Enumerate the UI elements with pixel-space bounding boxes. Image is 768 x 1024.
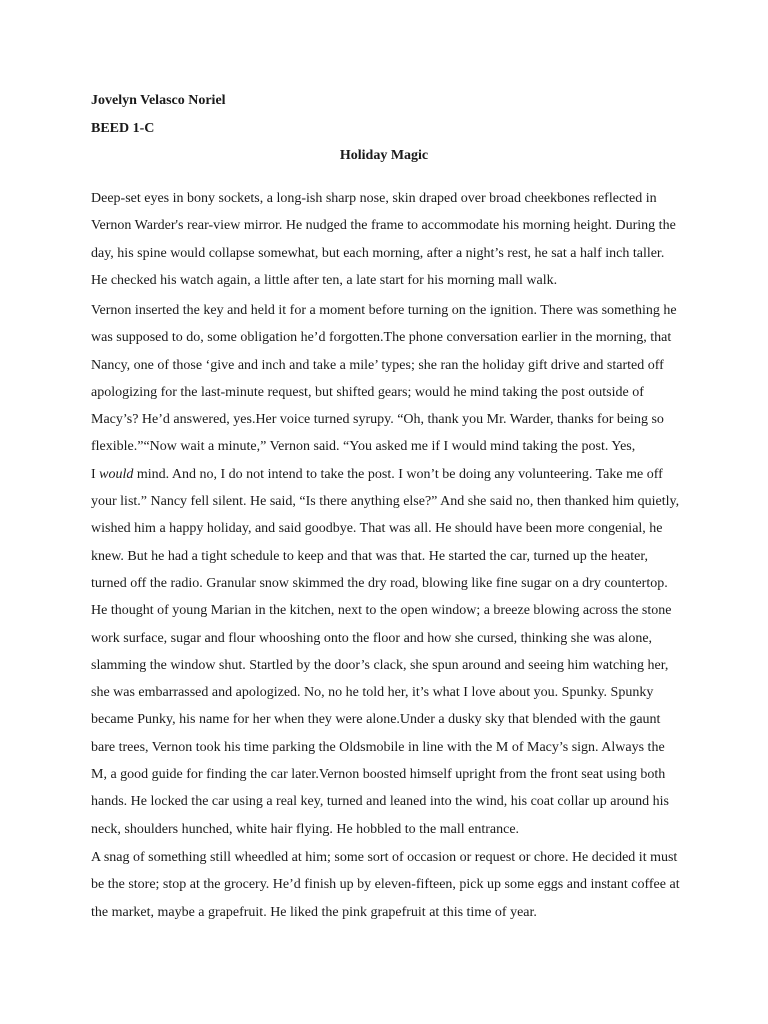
paragraph-line: Vernon inserted the key and held it for a moment before turning on the ignition. There was something he — [91, 303, 677, 318]
paragraph-line: neck, shoulders hunched, white hair flying. He hobbled to the mall entrance. — [91, 821, 520, 837]
paragraph-line: she was embarrassed and apologized. No, no he told her, it’s what I love about you. Spunky. Spunky — [91, 685, 654, 701]
course-section: BEED 1-C — [91, 121, 155, 136]
paragraph-line: was supposed to do, some obligation he’d forgotten.The phone conversation earlier in the morning, that — [91, 330, 672, 346]
paragraph-line: Vernon Warder's rear-view mirror. He nudged the frame to accommodate his morning height. During the — [91, 218, 676, 234]
paragraph-line: A snag of something still wheedled at him; some sort of occasion or request or chore. He decided it must — [91, 850, 678, 865]
paragraph-line: slamming the window shut. Startled by the door’s clack, she spun around and seeing him watching her, — [91, 657, 669, 673]
paragraph-line: day, his spine would collapse somewhat, but each morning, after a night’s rest, he sat a half inch taller. — [91, 245, 665, 261]
line-text-after: mind. And no, I do not intend to take the post. I won’t be doing any volunteering. Take me off — [133, 466, 663, 482]
paragraph-line: M, a good guide for finding the car later.Vernon boosted himself upright from the front seat using both — [91, 767, 666, 783]
paragraph-line: the market, maybe a grapefruit. He liked the pink grapefruit at this time of year. — [91, 904, 537, 920]
paragraph-line: wished him a happy holiday, and said goodbye. That was all. He should have been more congenial, he — [91, 521, 663, 537]
paragraph-line: be the store; stop at the grocery. He’d finish up by eleven-fifteen, pick up some eggs and instant coffee at — [91, 877, 680, 893]
paragraph-1 — [91, 185, 681, 294]
paragraph-line: He checked his watch again, a little after ten, a late start for his morning mall walk. — [91, 272, 558, 288]
paragraph-3 — [91, 844, 681, 926]
paragraph-line — [91, 461, 681, 488]
paragraph-line: apologizing for the last-minute request, but shifted gears; would he mind taking the post outside of — [91, 384, 644, 400]
italic-word: would — [99, 466, 134, 482]
author-name: Jovelyn Velasco Noriel — [91, 93, 226, 108]
paragraph-line: Deep-set eyes in bony sockets, a long-ish sharp nose, skin draped over broad cheekbones reflected in — [91, 191, 657, 206]
paragraph-line: your list.” Nancy fell silent. He said, “Is there anything else?” And she said no, then thanked him quietly, — [91, 494, 680, 510]
paragraph-line: flexible.”“Now wait a minute,” Vernon said. “You asked me if I would mind taking the post. Yes, — [91, 439, 636, 455]
document-title: Holiday Magic — [339, 148, 429, 163]
line-text-before: I — [91, 466, 100, 482]
paragraph-line: Macy’s? He’d answered, yes.Her voice turned syrupy. “Oh, thank you Mr. Warder, thanks for being so — [91, 412, 664, 428]
paragraph-line: hands. He locked the car using a real key, turned and leaned into the wind, his coat collar up around his — [91, 794, 669, 810]
paragraph-line: He thought of young Marian in the kitchen, next to the open window; a breeze blowing across the stone — [91, 603, 672, 619]
paragraph-line: turned off the radio. Granular snow skimmed the dry road, blowing like fine sugar on a dry countertop. — [91, 575, 668, 591]
paragraph-line: knew. But he had a tight schedule to keep and that was that. He started the car, turned up the heater, — [91, 548, 648, 564]
paragraph-line: Nancy, one of those ‘give and inch and take a mile’ types; she ran the holiday gift drive and started off — [91, 357, 664, 373]
paragraph-line: became Punky, his name for her when they were alone.Under a dusky sky that blended with the gaunt — [91, 712, 661, 728]
paragraph-line: work surface, sugar and flour whooshing onto the floor and how she cursed, thinking she was alone, — [91, 630, 653, 646]
paragraph-2 — [91, 297, 681, 843]
paragraph-line: bare trees, Vernon took his time parking the Oldsmobile in line with the M of Macy’s sign. Always the — [91, 739, 665, 755]
